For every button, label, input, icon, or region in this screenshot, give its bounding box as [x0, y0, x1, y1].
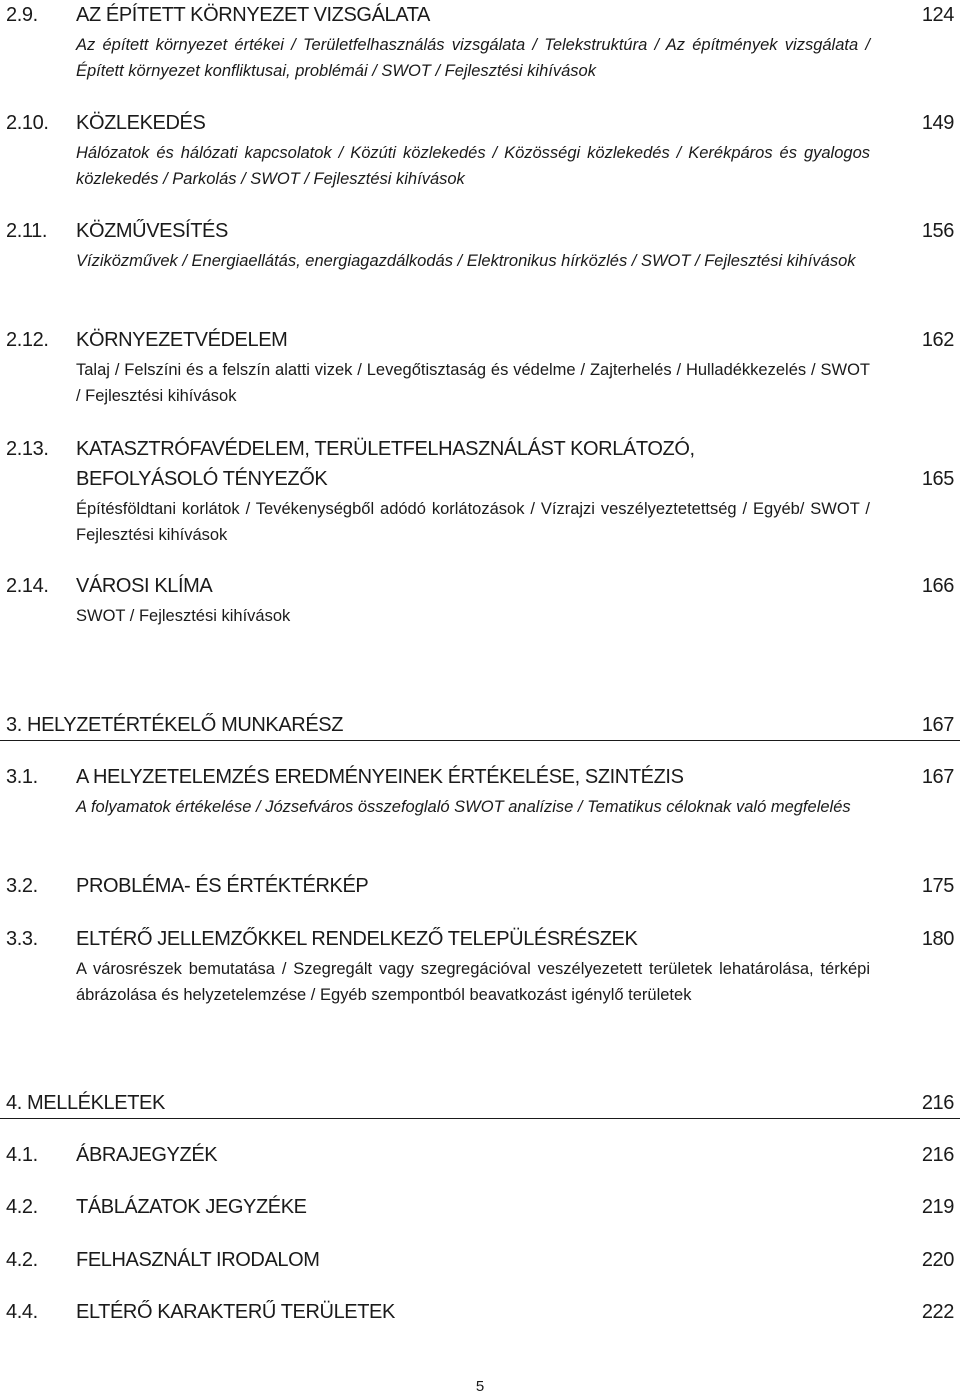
toc-heading[interactable]: [0, 216, 960, 246]
section-number: 3.3.: [6, 928, 38, 950]
section-number: 2.10.: [6, 112, 49, 134]
toc-heading[interactable]: [0, 871, 960, 901]
section-description: Víziközművek / Energiaellátás, energiagazdálkodás / Elektronikus hírközlés / SWOT / Fejlesztési kihívások: [76, 252, 856, 270]
page-ref: 167: [921, 714, 954, 736]
toc-entry-2-12[interactable]: [0, 325, 960, 409]
section-number: 2.14.: [6, 575, 49, 597]
section-title-line-1: KATASZTRÓFAVÉDELEM, TERÜLETFELHASZNÁLÁST KORLÁTOZÓ,: [76, 438, 695, 460]
toc-entry-3-3[interactable]: [0, 924, 960, 1008]
section-title[interactable]: PROBLÉMA- ÉS ÉRTÉKTÉRKÉP: [76, 875, 369, 897]
toc-chapter-4[interactable]: [0, 1088, 960, 1119]
toc-entry-4-4[interactable]: [0, 1297, 960, 1327]
toc-heading[interactable]: [0, 1192, 960, 1222]
section-description: A városrészek bemutatása / Szegregált vagy szegregációval veszélyezetett területek lehatárolása, térképi ábrázolása és helyzetelemzése / Egyéb szempontból beavatkozást igénylő területek: [76, 960, 870, 1004]
toc-entry-2-13[interactable]: [0, 434, 960, 548]
toc-heading[interactable]: [0, 1245, 960, 1275]
section-description: Talaj / Felszíni és a felszín alatti vizek / Levegőtisztaság és védelme / Zajterhelés / Hulladékkezelés / SWOT / Fejlesztési kihívások: [76, 361, 870, 405]
toc-heading[interactable]: [0, 571, 960, 601]
page-ref: 149: [921, 112, 954, 134]
page-ref: 124: [921, 4, 954, 26]
page-ref: 216: [921, 1092, 954, 1114]
chapter-title[interactable]: 3. HELYZETÉRTÉKELŐ MUNKARÉSZ: [6, 714, 344, 736]
toc-heading[interactable]: [0, 762, 960, 792]
section-description: SWOT / Fejlesztési kihívások: [76, 607, 291, 625]
page-ref: 222: [921, 1301, 954, 1323]
section-title[interactable]: FELHASZNÁLT IRODALOM: [76, 1249, 320, 1271]
section-title[interactable]: VÁROSI KLÍMA: [76, 575, 213, 597]
toc-heading[interactable]: [0, 1088, 960, 1119]
toc-entry-3-2[interactable]: [0, 871, 960, 901]
footer-page-number: 5: [475, 1378, 485, 1395]
page-ref: 166: [921, 575, 954, 597]
page-ref: 220: [921, 1249, 954, 1271]
page-ref: 156: [921, 220, 954, 242]
section-number: 4.4.: [6, 1301, 38, 1323]
toc-entry-2-11[interactable]: [0, 216, 960, 274]
toc-entry-2-14[interactable]: [0, 571, 960, 629]
toc-entry-2-10[interactable]: [0, 108, 960, 192]
section-title[interactable]: A HELYZETELEMZÉS EREDMÉNYEINEK ÉRTÉKELÉSE, SZINTÉZIS: [76, 766, 684, 788]
page-ref: 219: [921, 1196, 954, 1218]
page-ref: 216: [921, 1144, 954, 1166]
section-title[interactable]: KÖZMŰVESÍTÉS: [76, 220, 228, 242]
toc-entry-2-9[interactable]: [0, 0, 960, 84]
section-number: 4.2.: [6, 1249, 38, 1271]
section-title[interactable]: ÁBRAJEGYZÉK: [76, 1144, 218, 1166]
section-number: 4.2.: [6, 1196, 38, 1218]
section-number: 3.1.: [6, 766, 38, 788]
toc-heading[interactable]: [0, 108, 960, 138]
section-number: 4.1.: [6, 1144, 38, 1166]
toc-entry-4-1[interactable]: [0, 1140, 960, 1170]
section-title[interactable]: [76, 434, 695, 494]
section-title-line-2: BEFOLYÁSOLÓ TÉNYEZŐK: [76, 468, 328, 490]
chapter-title[interactable]: 4. MELLÉKLETEK: [6, 1092, 165, 1114]
section-number: 2.11.: [6, 220, 47, 242]
page-ref: 167: [921, 766, 954, 788]
section-title[interactable]: ELTÉRŐ JELLEMZŐKKEL RENDELKEZŐ TELEPÜLÉSRÉSZEK: [76, 928, 638, 950]
section-title[interactable]: KÖRNYEZETVÉDELEM: [76, 329, 288, 351]
page-ref: 180: [921, 928, 954, 950]
section-title[interactable]: AZ ÉPÍTETT KÖRNYEZET VIZSGÁLATA: [76, 4, 430, 26]
section-description: A folyamatok értékelése / Józsefváros összefoglaló SWOT analízise / Tematikus céloknak való megfelelés: [76, 798, 851, 816]
toc-heading[interactable]: [0, 0, 960, 30]
section-title[interactable]: TÁBLÁZATOK JEGYZÉKE: [76, 1196, 307, 1218]
section-number: 2.9.: [6, 4, 38, 26]
toc-entry-4-2[interactable]: [0, 1192, 960, 1222]
section-description: Hálózatok és hálózati kapcsolatok / Közúti közlekedés / Közösségi közlekedés / Kerékpáros és gyalogos közlekedés / Parkolás / SWOT / Fejlesztési kihívások: [76, 144, 870, 188]
section-number: 2.12.: [6, 329, 49, 351]
toc-entry-3-1[interactable]: [0, 762, 960, 820]
section-description: Építésföldtani korlátok / Tevékenységből adódó korlátozások / Vízrajzi veszélyeztetettség / Egyéb/ SWOT / Fejlesztési kihívások: [76, 500, 870, 544]
section-description: Az épített környezet értékei / Területfelhasználás vizsgálata / Telekstruktúra / Az építmények vizsgálata / Épített környezet konfliktusai, problémái / SWOT / Fejlesztési kihívások: [76, 36, 870, 80]
section-number: 2.13.: [6, 438, 49, 460]
toc-heading[interactable]: [0, 710, 960, 741]
page-ref: 165: [921, 468, 954, 490]
toc-heading[interactable]: [0, 325, 960, 355]
toc-chapter-3[interactable]: [0, 710, 960, 741]
toc-heading[interactable]: [0, 1297, 960, 1327]
page-ref: 175: [921, 875, 954, 897]
toc-heading[interactable]: [0, 434, 960, 494]
section-number: 3.2.: [6, 875, 38, 897]
toc-heading[interactable]: [0, 1140, 960, 1170]
toc-entry-4-3[interactable]: [0, 1245, 960, 1275]
toc-heading[interactable]: [0, 924, 960, 954]
page-ref: 162: [921, 329, 954, 351]
section-title[interactable]: ELTÉRŐ KARAKTERŰ TERÜLETEK: [76, 1301, 395, 1323]
section-title[interactable]: KÖZLEKEDÉS: [76, 112, 206, 134]
